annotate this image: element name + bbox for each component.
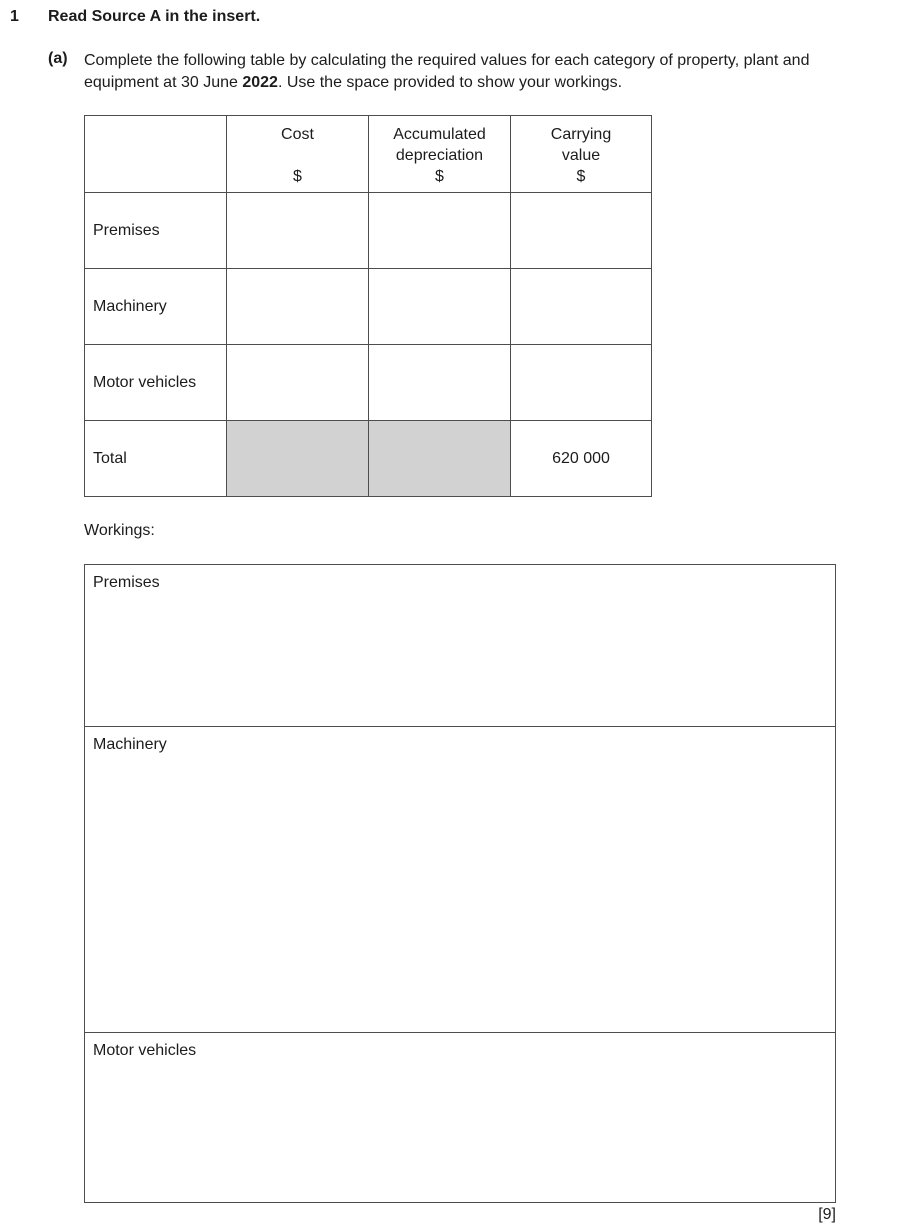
- header-accdep-unit: $: [435, 168, 444, 185]
- workings-section-motor-vehicles: [85, 1033, 835, 1202]
- workings-motor-vehicles-label: Motor vehicles: [93, 1042, 197, 1059]
- premises-cost-cell: [227, 193, 369, 269]
- workings-box: [84, 564, 836, 1203]
- question-number: 1: [10, 8, 19, 25]
- total-accdep-shaded-cell: [369, 421, 511, 497]
- motor-vehicles-cost-cell: [227, 345, 369, 421]
- part-text-post: . Use the space provided to show your workings.: [277, 74, 623, 91]
- header-carrying-unit: $: [576, 168, 586, 185]
- machinery-carrying-cell: [511, 269, 652, 345]
- header-carrying-line2: value: [561, 147, 601, 164]
- question-instruction: Read Source A in the insert.: [48, 8, 261, 25]
- header-accdep-line2: depreciation: [395, 147, 484, 164]
- header-cost-line2: [227, 145, 368, 166]
- workings-machinery-label: Machinery: [93, 736, 167, 753]
- workings-section-machinery: [85, 727, 835, 1033]
- motor-vehicles-accdep-cell: [369, 345, 511, 421]
- motor-vehicles-carrying-cell: [511, 345, 652, 421]
- machinery-cost-cell: [227, 269, 369, 345]
- table-row-motor-vehicles: [85, 345, 652, 421]
- workings-section-premises: [85, 565, 835, 727]
- total-carrying-value: 620 000: [511, 421, 652, 497]
- header-accumulated-depreciation: [369, 116, 511, 193]
- workings-premises-label: Premises: [93, 574, 160, 591]
- row-label-premises: Premises: [85, 193, 227, 269]
- total-cost-shaded-cell: [227, 421, 369, 497]
- table-header-row: [85, 116, 652, 193]
- question-header: [10, 8, 889, 26]
- header-carrying-line1: Carrying: [550, 126, 612, 143]
- part-label: (a): [48, 50, 68, 67]
- part-text-pre: Complete the following table by calculating the required values for each category of property, plant and equipment at 30 June: [84, 52, 810, 91]
- ppe-table: [84, 115, 652, 497]
- workings-label: Workings:: [84, 522, 155, 539]
- row-label-machinery: Machinery: [85, 269, 227, 345]
- part-indent: [10, 50, 48, 94]
- header-cost: [227, 116, 369, 193]
- marks-badge: [9]: [818, 1206, 836, 1223]
- row-label-total: Total: [85, 421, 227, 497]
- machinery-accdep-cell: [369, 269, 511, 345]
- header-blank-cell: [85, 116, 227, 193]
- premises-carrying-cell: [511, 193, 652, 269]
- header-carrying-value: [511, 116, 652, 193]
- header-cost-unit: $: [293, 168, 302, 185]
- row-label-motor-vehicles: Motor vehicles: [85, 345, 227, 421]
- table-row-premises: [85, 193, 652, 269]
- premises-accdep-cell: [369, 193, 511, 269]
- question-part-a: [10, 50, 889, 94]
- table-row-total: [85, 421, 652, 497]
- header-cost-line1: Cost: [281, 126, 314, 143]
- header-accdep-line1: Accumulated: [393, 126, 486, 143]
- part-text-bold-year: 2022: [242, 74, 278, 91]
- part-text: [84, 50, 877, 94]
- table-row-machinery: [85, 269, 652, 345]
